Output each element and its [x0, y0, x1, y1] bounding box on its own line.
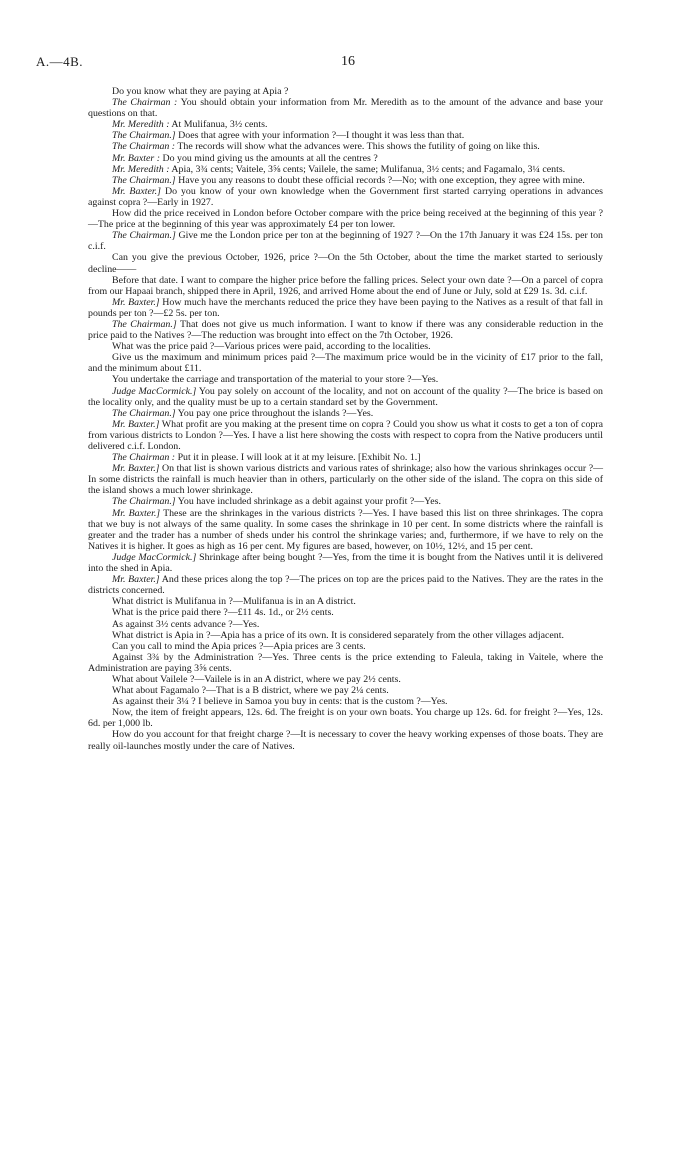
paragraph	[88, 463, 603, 496]
paragraph	[88, 252, 603, 274]
paragraph-text: What district is Apia in ?—Apia has a price of its own. It is considered separately from the other villages adjacent.	[112, 629, 564, 641]
speaker-label: The Chairman :	[112, 141, 176, 153]
paragraph-text: Do you mind giving us the amounts at all the centres ?	[160, 152, 378, 164]
speaker-label: Mr. Baxter.]	[112, 574, 160, 586]
paragraph	[88, 97, 603, 119]
paragraph	[88, 696, 603, 707]
paragraph-text: How do you account for that freight charge ?—It is necessary to cover the heavy working expenses of those boats. They are really oil-launches mostly under the care of Natives.	[88, 729, 603, 752]
paragraph	[88, 341, 603, 352]
paragraph-text: Does that agree with your information ?—I thought it was less than that.	[175, 130, 465, 142]
paragraph-text: Give us the maximum and minimum prices paid ?—The maximum price would be in the vicinity of £17 prior to the fall, and the minimum about £11.	[88, 352, 603, 375]
paragraph-text: Give me the London price per ton at the beginning of 1927 ?—On the 17th January it was £24 15s. per ton c.i.f.	[88, 230, 603, 253]
paragraph	[88, 130, 603, 141]
paragraph-text: Against 3¾ by the Administration ?—Yes. Three cents is the price extending to Faleula, taking in Vaitele, where the Administration are paying 3⅝ cents.	[88, 651, 603, 674]
page-number: 16	[341, 54, 355, 69]
speaker-label: The Chairman.]	[112, 230, 176, 242]
paragraph	[88, 275, 603, 297]
paragraph	[88, 619, 603, 630]
page-header	[36, 54, 660, 74]
paragraph	[88, 119, 603, 130]
paragraph-text: The records will show what the advances were. This shows the futility of going on like this.	[175, 141, 540, 153]
paragraph-text: As against their 3¼ ? I believe in Samoa you buy in cents: that is the custom ?—Yes.	[112, 696, 448, 708]
paragraph-text: What district is Mulifanua in ?—Mulifanua is in an A district.	[112, 596, 356, 608]
paragraph-text: You undertake the carriage and transportation of the material to your store ?—Yes.	[112, 374, 439, 386]
paragraph-text: What is the price paid there ?—£11 4s. 1d., or 2½ cents.	[112, 607, 334, 619]
speaker-label: Judge MacCormick.]	[112, 551, 197, 563]
paragraph	[88, 175, 603, 186]
paragraph	[88, 186, 603, 208]
paragraph-text: What about Fagamalo ?—That is a B district, where we pay 2¼ cents.	[112, 685, 389, 697]
speaker-label: The Chairman.]	[112, 318, 177, 330]
paragraph-text: You have included shrinkage as a debit against your profit ?—Yes.	[175, 496, 441, 508]
paragraph	[88, 641, 603, 652]
paragraph-text: Before that date. I want to compare the higher price before the falling prices. Select your own date ?—On a parcel of copra from our Hapaai branch, shipped there in April, 1926, and arrived Home about the end of June or July, sold at £29 1s. 3d. c.i.f.	[88, 274, 603, 297]
paragraph-text: That does not give us much information. I want to know if there was any considerable reduction in the price paid to the Natives ?—The reduction was brought into effect on the 7th October, 1926.	[88, 318, 603, 342]
paragraph-text: How much have the merchants reduced the price they have been paying to the Natives as a result of that fall in pounds per ton ?—£2 5s. per ton.	[88, 296, 603, 319]
paragraph	[88, 674, 603, 685]
speaker-label: Mr. Baxter.]	[112, 418, 160, 430]
paragraph	[88, 630, 603, 641]
speaker-label: The Chairman :	[112, 97, 178, 109]
paragraph-text: You should obtain your information from Mr. Meredith as to the amount of the advance and base your questions on that.	[88, 97, 603, 120]
paragraph-text: What was the price paid ?—Various prices were paid, according to the localities.	[112, 341, 431, 353]
speaker-label: Mr. Baxter :	[112, 152, 160, 164]
paragraph-text: Can you give the previous October, 1926, price ?—On the 5th October, about the time the market started to seriously decline——	[88, 252, 603, 275]
paragraph	[88, 596, 603, 607]
paragraph-text: Shrinkage after being bought ?—Yes, from the time it is bought from the Natives until it is delivered into the shed in Apia.	[88, 551, 603, 575]
paragraph	[88, 452, 603, 463]
paragraph	[88, 607, 603, 618]
paragraph	[88, 386, 603, 408]
speaker-label: Judge MacCormick.]	[112, 385, 197, 397]
speaker-label: Mr. Meredith :	[112, 163, 170, 175]
paragraph-text: Have you any reasons to doubt these official records ?—No; with one exception, they agree with mine.	[175, 174, 585, 186]
paragraph	[88, 141, 603, 152]
speaker-label: The Chairman.]	[112, 496, 176, 508]
paragraph-text: Now, the item of freight appears, 12s. 6d. The freight is on your own boats. You charge up 12s. 6d. for freight ?—Yes, 12s. 6d. per 1,000 lb.	[88, 707, 603, 730]
body-text	[88, 86, 603, 752]
paragraph-text: Do you know what they are paying at Apia ?	[112, 86, 289, 97]
paragraph-text: Can you call to mind the Apia prices ?—Apia prices are 3 cents.	[112, 640, 366, 652]
paragraph	[88, 208, 603, 230]
paragraph-text: What profit are you making at the present time on copra ? Could you show us what it costs to get a ton of copra from various districts to London ?—Yes. I have a list here showing the costs with respect to copra from the Native producers until delivered c.i.f. London.	[88, 418, 603, 452]
paragraph-text: How did the price received in London before October compare with the price being received at the beginning of this year ?—The price at the beginning of this year was approximately £4 per ton lower.	[88, 208, 603, 231]
speaker-label: Mr. Baxter.]	[112, 507, 161, 519]
speaker-label: Mr. Meredith :	[112, 119, 170, 131]
paragraph	[88, 729, 603, 751]
paragraph-text: What about Vailele ?—Vailele is in an A district, where we pay 2½ cents.	[112, 673, 401, 685]
speaker-label: The Chairman :	[112, 452, 176, 464]
paragraph-text: At Mulifanua, 3½ cents.	[169, 119, 268, 131]
document-reference: A.—4B.	[36, 54, 84, 69]
paragraph	[88, 574, 603, 596]
paragraph	[88, 374, 603, 385]
paragraph	[88, 352, 603, 374]
paragraph	[88, 164, 603, 175]
paragraph	[88, 508, 603, 552]
paragraph-text: Apia, 3¾ cents; Vaitele, 3⅝ cents; Vailele, the same; Mulifanua, 3½ cents; and Fagamalo, 3¼ cents.	[169, 163, 566, 175]
speaker-label: Mr. Baxter.]	[112, 296, 160, 308]
speaker-label: The Chairman.]	[112, 130, 176, 142]
paragraph	[88, 408, 603, 419]
paragraph	[88, 86, 603, 97]
paragraph	[88, 496, 603, 507]
paragraph-text: You pay solely on account of the locality, and not on account of the quality ?—The brice is based on the locality only, and the quality must be up to a certain standard set by the Government.	[88, 385, 603, 408]
paragraph-text: You pay one price throughout the islands ?—Yes.	[175, 407, 374, 419]
speaker-label: Mr. Baxter.]	[112, 185, 161, 197]
paragraph-text: As against 3½ cents advance ?—Yes.	[112, 618, 260, 630]
paragraph	[88, 297, 603, 319]
paragraph	[88, 685, 603, 696]
speaker-label: The Chairman.]	[112, 174, 176, 186]
paragraph	[88, 552, 603, 574]
paragraph	[88, 419, 603, 452]
speaker-label: The Chairman.]	[112, 407, 176, 419]
paragraph-text: These are the shrinkages in the various districts ?—Yes. I have based this list on three shrinkages. The copra that we buy is not always of the same quality. In some cases the shrinkage in 10 per cent. In some districts where the rainfall is greater and the trader has a number of sheds under his control the shrinkage varies; and, furthermore, if we have to rely on the Natives it is higher. It goes as high as 16 per cent. My figures are based, however, on 10½, 12½, and 15 per cent.	[88, 507, 603, 552]
paragraph-text: Put it in please. I will look at it at my leisure. [Exhibit No. 1.]	[175, 452, 421, 464]
paragraph	[88, 652, 603, 674]
paragraph-text: On that list is shown various districts and various rates of shrinkage; also how the various shrinkages occur ?—In some districts the rainfall is much heavier than in others, particularly on the other side of the island. The copra on this side of the island shows a much lower shrinkage.	[88, 463, 603, 497]
speaker-label: Mr. Baxter.]	[112, 463, 160, 475]
paragraph	[88, 707, 603, 729]
paragraph	[88, 319, 603, 341]
paragraph	[88, 230, 603, 252]
paragraph	[88, 153, 603, 164]
paragraph-text: And these prices along the top ?—The prices on top are the prices paid to the Natives. They are the rates in the districts concerned.	[88, 574, 604, 597]
paragraph-text: Do you know of your own knowledge when the Government first started carrying operations in advances against copra ?—Early in 1927.	[88, 185, 604, 208]
